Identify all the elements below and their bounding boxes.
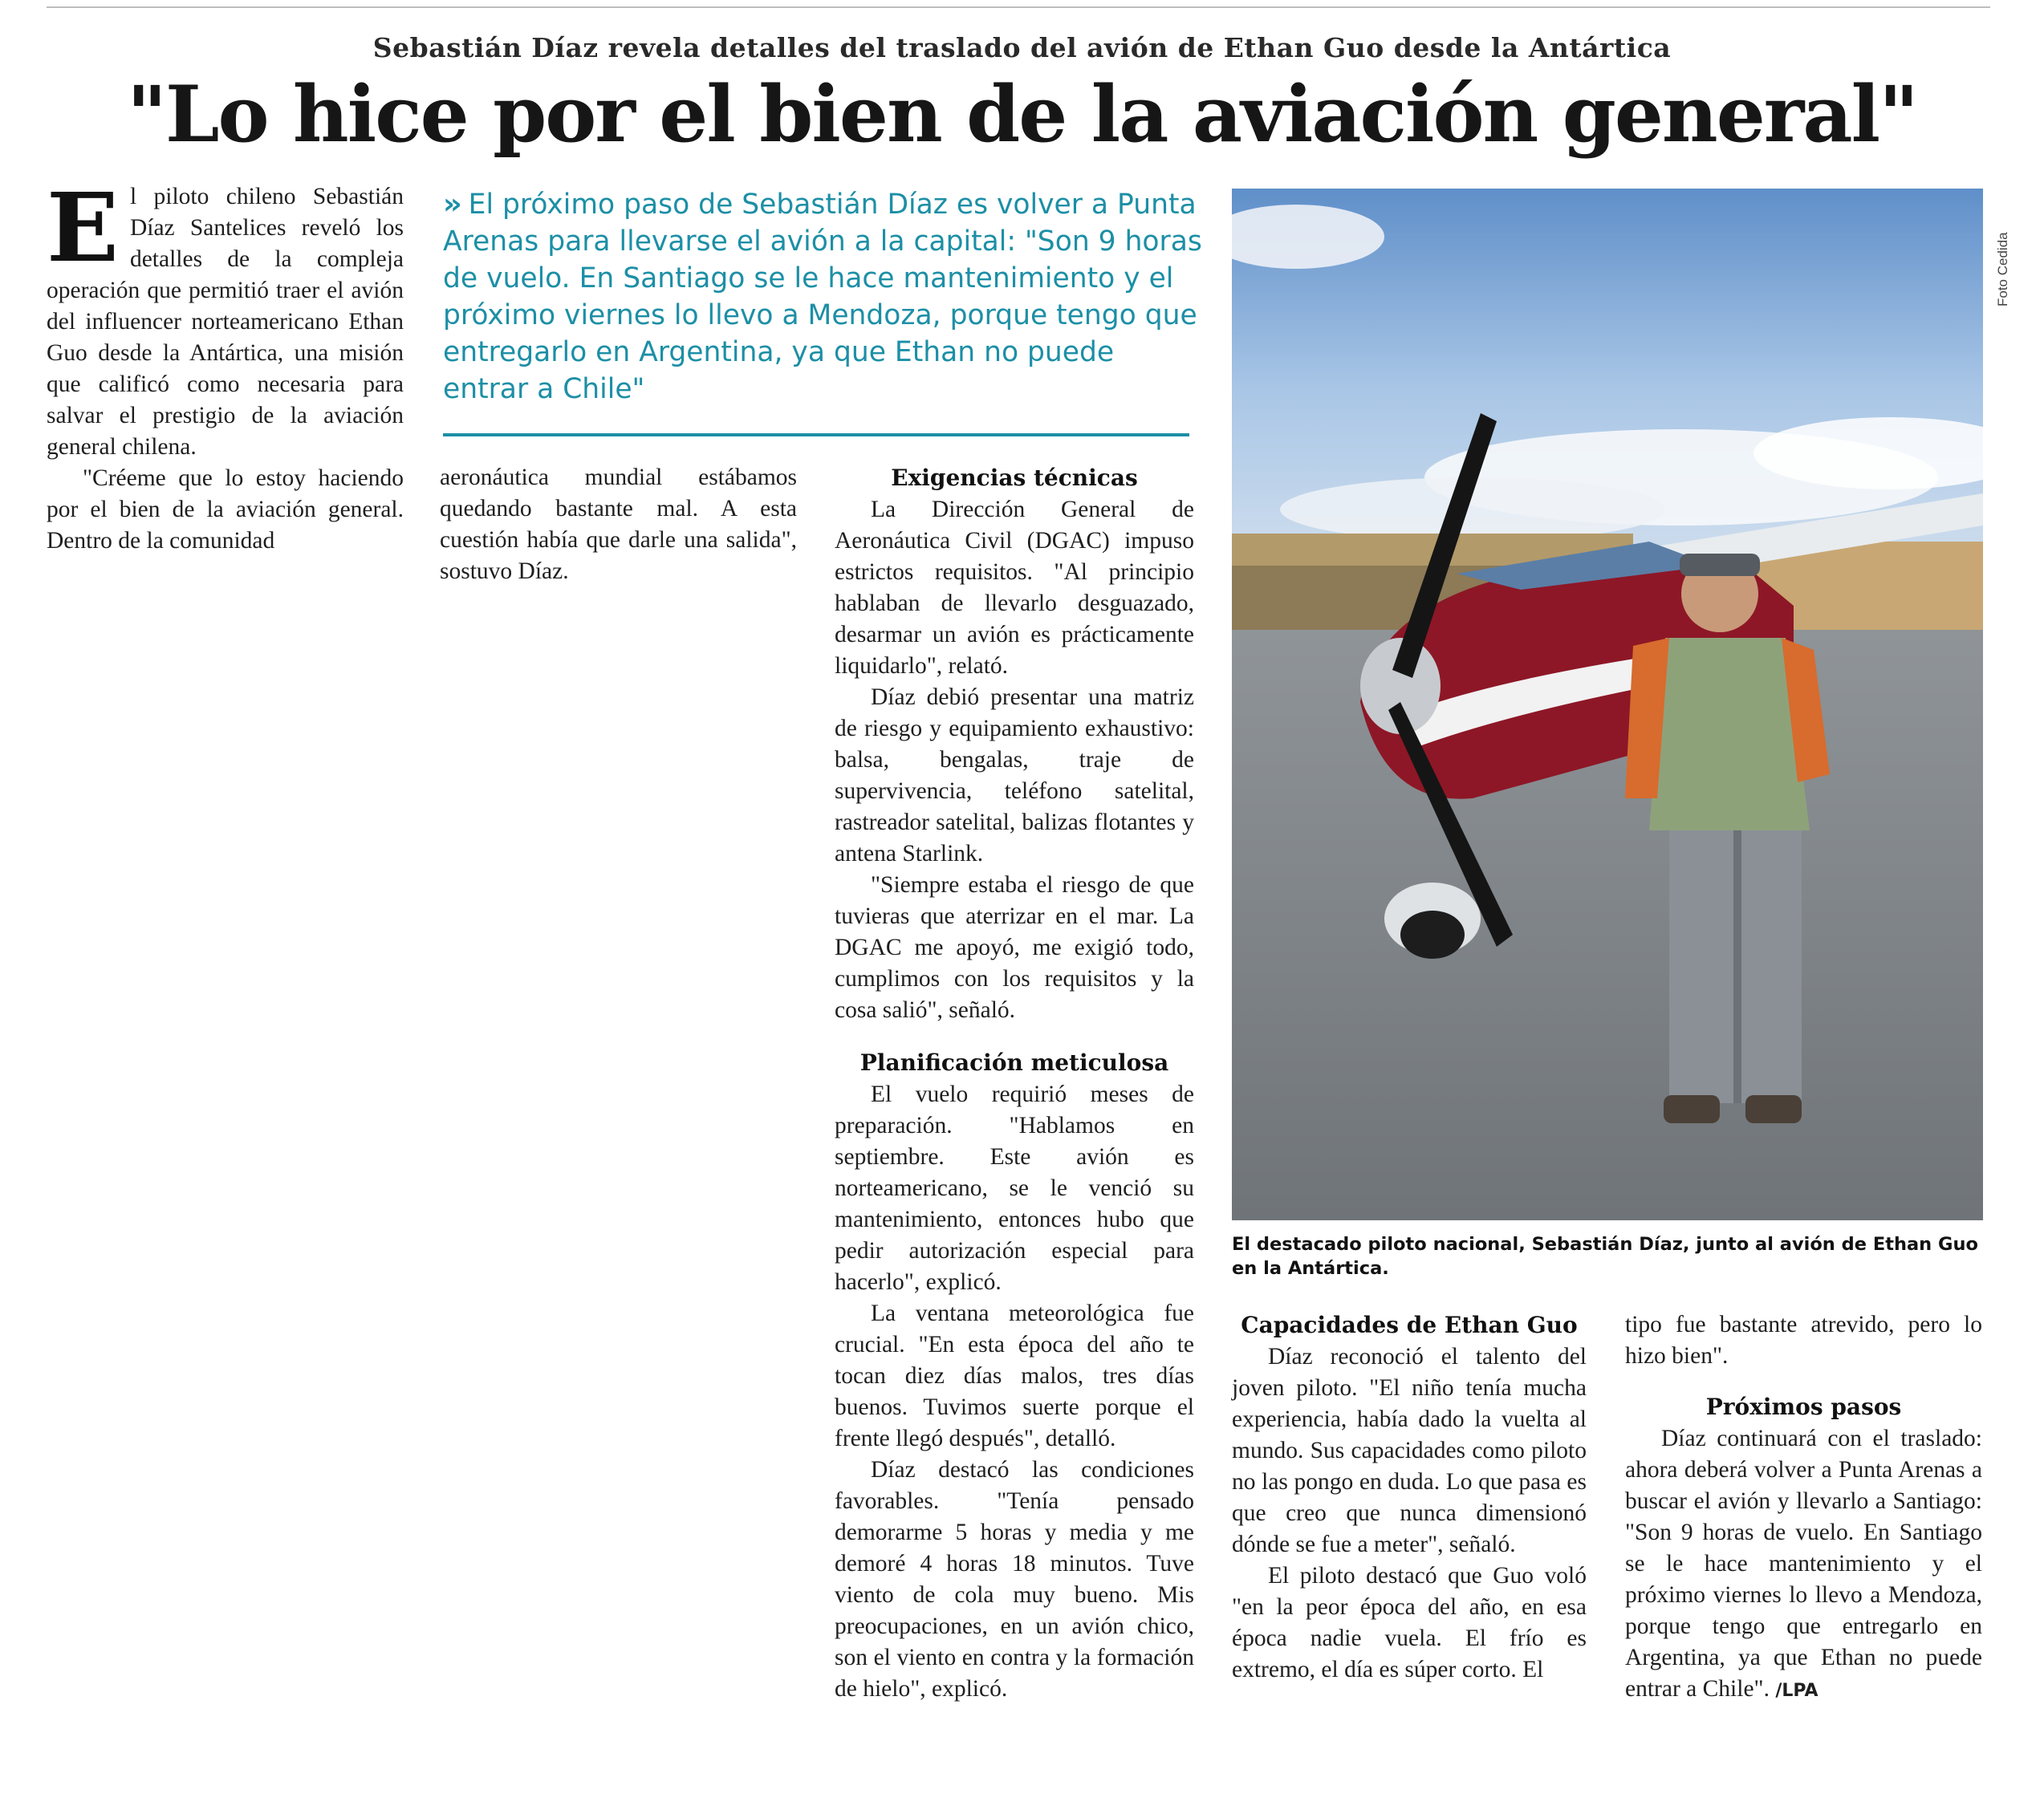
planificacion-paragraph-1: El vuelo requirió meses de preparación. "Hablamos en septiembre. Este avión es norteamericano, se le venció su mantenimiento, entonces hubo que pedir autorización especial para hacerlo", explicó. (835, 1082, 1194, 1295)
capacidades-paragraph-1: Díaz reconoció el talento del joven piloto. "El niño tenía mucha experiencia, había dado la vuelta al mundo. Sus capacidades como piloto no las pongo en duda. Lo que pasa es que creo que nunca dimensionó dónde se fue a meter", señaló. (1232, 1344, 1587, 1557)
top-rule (47, 6, 1990, 8)
double-chevron-icon: ›› (443, 188, 457, 221)
author-signature: /LPA (1775, 1681, 1818, 1701)
tecnicas-paragraph-1: La Dirección General de Aeronáutica Civil (DGAC) impuso estrictos requisitos. "Al principio hablaban de llevarlo desguazado, desarmar un avión es prácticamente liquidarlo", relató. (835, 497, 1194, 679)
lead-quote-paragraph: "Créeme que lo estoy haciendo por el bien de la aviación general. Dentro de la comunidad (47, 465, 404, 554)
subheading-exigencias: Exigencias técnicas (891, 465, 1138, 491)
planificacion-paragraph-3: Díaz destacó las condiciones favorables. "Tenía pensado demorarme 5 horas y media y me demoré 4 horas 18 minutos. Tuve viento de cola muy bueno. Mis preocupaciones, en un avión chico, son el viento en contra y la formación de hielo", explicó. (835, 1457, 1194, 1702)
photo-credit: Foto Cedida (1995, 232, 2010, 306)
drop-cap: E (47, 172, 119, 283)
lead-continuation-column (440, 462, 797, 587)
column-four (1232, 1309, 1587, 1686)
subheading-planificacion: Planificación meticulosa (859, 1049, 1169, 1076)
planificacion-paragraph-2: La ventana meteorológica fue crucial. "En esta época del año te tocan diez días malos, tres días buenos. Tuvimos suerte porque el frente llegó después", detalló. (835, 1301, 1194, 1451)
tecnicas-paragraph-3: "Siempre estaba el riesgo de que tuvieras que aterrizar en el mar. La DGAC me apoyó, me exigió todo, cumplimos con los requisitos y la cosa salió", señaló. (835, 872, 1194, 1023)
subheading-proximos: Próximos pasos (1705, 1394, 1902, 1420)
column-three (835, 462, 1194, 1705)
subheading-capacidades: Capacidades de Ethan Guo (1241, 1312, 1578, 1338)
proximos-text: Díaz continuará con el traslado: ahora deberá volver a Punta Arenas a buscar el avión y llevarlo a Santiago: "Son 9 horas de vuelo. En Santiago se le hace mantenimiento y el próximo viernes lo llevo a Mendoza, porque tengo que entregarlo en Argentina, ya que Ethan no puede entrar a Chile". (1625, 1426, 1982, 1702)
lead-column (47, 172, 404, 557)
proximos-paragraph (1625, 1423, 1982, 1707)
capacidades-continuation: tipo fue bastante atrevido, pero lo hizo bien". (1625, 1312, 1982, 1369)
lead-continuation: aeronáutica mundial estábamos quedando bastante mal. A esta cuestión había que darle una salida", sostuvo Díaz. (440, 465, 797, 584)
tecnicas-paragraph-2: Díaz debió presentar una matriz de riesgo y equipamiento exhaustivo: balsa, bengalas, traje de supervivencia, teléfono satelital, rastreador satelital, balizas flotantes y antena Starlink. (835, 684, 1194, 866)
pull-quote-rule (443, 433, 1189, 436)
photo-caption: El destacado piloto nacional, Sebastián Díaz, junto al avión de Ethan Guo en la Antártica. (1232, 1234, 1978, 1279)
capacidades-paragraph-2: El piloto destacó que Guo voló "en la peor época del año, en esa época nadie vuela. El frío es extremo, el día es súper corto. El (1232, 1563, 1587, 1682)
column-five (1625, 1309, 1982, 1707)
article-photo (1232, 189, 1983, 1220)
pilot-with-plane-image (1232, 189, 1983, 1220)
lead-paragraph-text: l piloto chileno Sebastián Díaz Santelices reveló los detalles de la compleja operación que permitió traer el avión del influencer norteamericano Ethan Guo desde la Antártica, una misión que calificó como necesaria para salvar el prestigio de la aviación general chilena. (47, 184, 404, 460)
article-headline: "Lo hice por el bien de la aviación general" (126, 69, 1918, 160)
pull-quote-text: El próximo paso de Sebastián Díaz es volver a Punta Arenas para llevarse el avión a la capital: "Son 9 horas de vuelo. En Santiago se le hace mantenimiento y el próximo viernes lo llevo a Mendoza, porque tengo que entregarlo en Argentina, ya que Ethan no puede entrar a Chile" (443, 189, 1202, 405)
pull-quote (443, 186, 1205, 408)
lead-paragraph (47, 172, 404, 463)
article-kicker: Sebastián Díaz revela detalles del traslado del avión de Ethan Guo desde la Antártica (372, 32, 1672, 63)
